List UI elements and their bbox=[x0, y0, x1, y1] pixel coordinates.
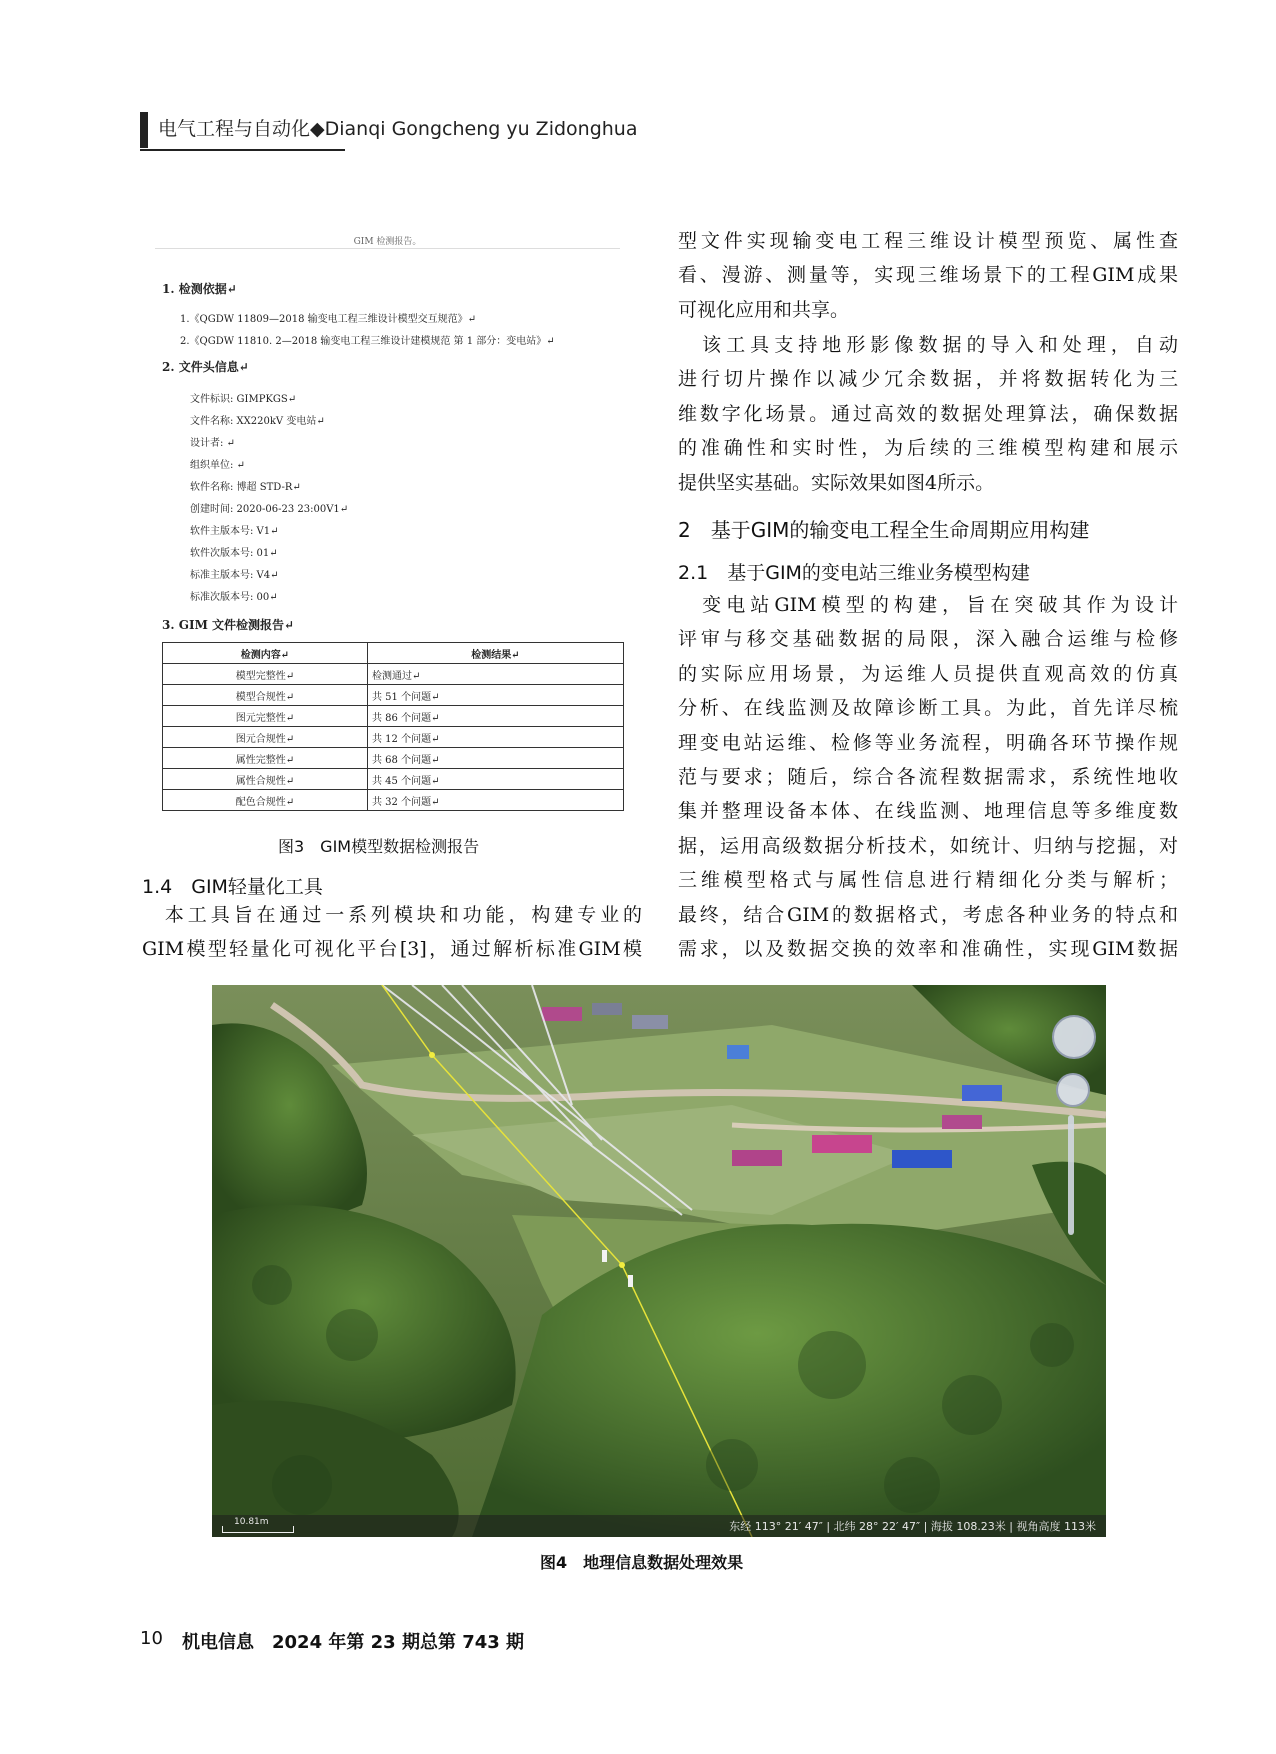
report-table bbox=[162, 642, 624, 811]
figure-3-caption: 图3 GIM模型数据检测报告 bbox=[278, 837, 480, 856]
table-cell: 模型完整性↵ bbox=[163, 664, 368, 685]
header-rule bbox=[140, 149, 345, 151]
report-field: 创建时间: 2020-06-23 23:00V1↵ bbox=[190, 504, 349, 515]
text-line: 看、漫游、测量等，实现三维场景下的工程GIM成果 bbox=[678, 264, 1178, 287]
table-cell: 配色合规性↵ bbox=[163, 790, 368, 811]
figure-4-terrain-map[interactable] bbox=[212, 985, 1106, 1537]
report-table-header bbox=[163, 643, 624, 664]
text-line: 变电站GIM模型的构建，旨在突破其作为设计 bbox=[678, 594, 1178, 616]
text-line: 需求，以及数据交换的效率和准确性，实现GIM数据 bbox=[678, 938, 1178, 961]
table-row bbox=[163, 664, 624, 685]
text-line: 分析、在线监测及故障诊断工具。为此，首先详尽梳 bbox=[678, 697, 1178, 720]
journal-header: 电气工程与自动化◆Dianqi Gongcheng yu Zidonghua bbox=[158, 118, 638, 140]
scale-label: 10.81m bbox=[234, 1517, 269, 1527]
table-row bbox=[163, 727, 624, 748]
report-section-2: 2. 文件头信息↵ bbox=[162, 360, 249, 374]
report-section-3: 3. GIM 文件检测报告↵ bbox=[162, 618, 295, 632]
report-title-rule bbox=[155, 248, 620, 249]
table-header-cell: 检测内容↵ bbox=[163, 643, 368, 664]
text-line: 的实际应用场景，为运维人员提供直观高效的仿真 bbox=[678, 662, 1178, 685]
paragraph-right-1 bbox=[678, 224, 1178, 327]
section-2-1-title: 2.1 基于GIM的变电站三维业务模型构建 bbox=[678, 562, 1030, 584]
report-ref-1: 1.《QGDW 11809—2018 输变电工程三维设计模型交互规范》↵ bbox=[180, 314, 477, 325]
report-field: 标准次版本号: 00↵ bbox=[190, 592, 278, 603]
text-line: 本工具旨在通过一系列模块和功能，构建专业的 bbox=[142, 904, 642, 926]
text-line: 理变电站运维、检修等业务流程，明确各环节操作规 bbox=[678, 731, 1178, 754]
figure-3-report-image bbox=[150, 222, 625, 820]
terrain-render bbox=[212, 985, 1106, 1537]
text-line: 最终，结合GIM的数据格式，考虑各种业务的特点和 bbox=[678, 903, 1178, 926]
text-line: 三维模型格式与属性信息进行精细化分类与解析； bbox=[678, 869, 1178, 892]
text-line: 的准确性和实时性，为后续的三维模型构建和展示 bbox=[678, 437, 1178, 460]
text-line: 集并整理设备本体、在线监测、地理信息等多维度数 bbox=[678, 800, 1178, 823]
text-line: 型文件实现输变电工程三维设计模型预览、属性查 bbox=[678, 230, 1178, 252]
report-field: 软件次版本号: 01↵ bbox=[190, 548, 278, 559]
zoom-slider[interactable] bbox=[1068, 1115, 1074, 1235]
table-header-cell: 检测结果↵ bbox=[368, 643, 624, 664]
table-cell: 共 12 个问题↵ bbox=[368, 727, 624, 748]
text-line: 提供坚实基础。实际效果如图4所示。 bbox=[678, 471, 995, 494]
table-row bbox=[163, 706, 624, 727]
paragraph-left bbox=[142, 898, 642, 967]
text-line: 据，运用高级数据分析技术，如统计、归纳与挖掘，对 bbox=[678, 834, 1178, 857]
table-cell: 共 51 个问题↵ bbox=[368, 685, 624, 706]
table-row bbox=[163, 790, 624, 811]
paragraph-right-2 bbox=[678, 328, 1178, 500]
table-cell: 共 86 个问题↵ bbox=[368, 706, 624, 727]
report-title: GIM 检测报告。 bbox=[353, 237, 422, 247]
section-2-title: 2 基于GIM的输变电工程全生命周期应用构建 bbox=[678, 518, 1090, 542]
text-line: 维数字化场景。通过高效的数据处理算法，确保数据 bbox=[678, 402, 1178, 425]
pan-navigation-control[interactable] bbox=[1052, 1015, 1096, 1059]
table-cell: 属性完整性↵ bbox=[163, 748, 368, 769]
table-cell: 共 45 个问题↵ bbox=[368, 769, 624, 790]
table-cell: 共 32 个问题↵ bbox=[368, 790, 624, 811]
report-field: 组织单位: ↵ bbox=[190, 460, 245, 471]
table-cell: 属性合规性↵ bbox=[163, 769, 368, 790]
header-bar bbox=[140, 112, 148, 148]
footer-issue: 机电信息 2024 年第 23 期总第 743 期 bbox=[182, 1632, 525, 1653]
table-cell: 图元完整性↵ bbox=[163, 706, 368, 727]
table-cell: 模型合规性↵ bbox=[163, 685, 368, 706]
scale-bar bbox=[222, 1526, 294, 1533]
text-line: 范与要求；随后，综合各流程数据需求，系统性地收 bbox=[678, 766, 1178, 789]
text-line: 可视化应用和共享。 bbox=[678, 298, 850, 321]
figure-4-caption: 图4 地理信息数据处理效果 bbox=[540, 1553, 744, 1572]
table-row bbox=[163, 769, 624, 790]
table-cell: 检测通过↵ bbox=[368, 664, 624, 685]
report-ref-2: 2.《QGDW 11810. 2—2018 输变电工程三维设计建模规范 第 1 部分：变电站》↵ bbox=[180, 336, 555, 347]
table-row bbox=[163, 685, 624, 706]
text-line: 进行切片操作以减少冗余数据，并将数据转化为三 bbox=[678, 368, 1178, 391]
table-cell: 图元合规性↵ bbox=[163, 727, 368, 748]
table-cell: 共 68 个问题↵ bbox=[368, 748, 624, 769]
text-line: 该工具支持地形影像数据的导入和处理，自动 bbox=[678, 334, 1178, 356]
report-field: 文件名称: XX220kV 变电站↵ bbox=[190, 416, 325, 427]
report-field: 软件主版本号: V1↵ bbox=[190, 526, 279, 537]
rotate-control[interactable] bbox=[1056, 1073, 1090, 1107]
paragraph-right-3 bbox=[678, 588, 1178, 966]
report-field: 设计者: ↵ bbox=[190, 438, 235, 449]
section-1-4-title: 1.4 GIM轻量化工具 bbox=[142, 876, 323, 898]
coordinate-readout: 东经 113° 21′ 47″ | 北纬 28° 22′ 47″ | 海拔 108.23米 | 视角高度 113米 bbox=[729, 1520, 1096, 1533]
report-section-1: 1. 检测依据↵ bbox=[162, 282, 237, 296]
report-field: 文件标识: GIMPKGS↵ bbox=[190, 394, 297, 405]
table-row bbox=[163, 748, 624, 769]
text-line: GIM模型轻量化可视化平台[3]，通过解析标准GIM模 bbox=[142, 938, 642, 961]
text-line: 评审与移交基础数据的局限，深入融合运维与检修 bbox=[678, 628, 1178, 651]
report-field: 软件名称: 博超 STD-R↵ bbox=[190, 482, 301, 493]
report-field: 标准主版本号: V4↵ bbox=[190, 570, 279, 581]
page-number: 10 bbox=[140, 1628, 163, 1649]
